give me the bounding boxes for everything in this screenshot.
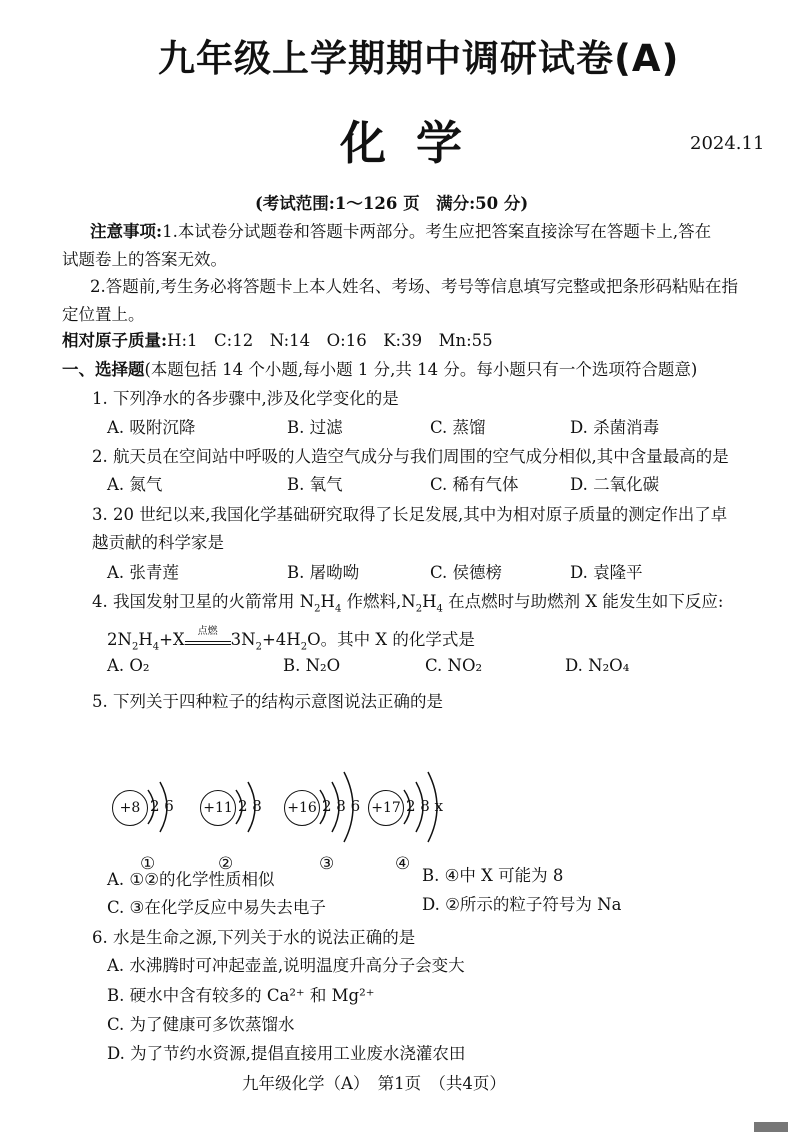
notes-text-2b: 定位置上。 (62, 305, 145, 324)
notes-text-1a: 1.本试卷分试题卷和答题卡两部分。考生应把答案直接涂写在答题卡上,答在 (162, 222, 712, 241)
exam-title: 九年级上学期期中调研试卷(A) (158, 37, 680, 80)
q4-equation: $2N_2H_4+X$ 点燃 $3N_2+4H_2O$。其中 X 的化学式是 (107, 626, 475, 652)
q2-option-c: C. 稀有气体 (430, 475, 519, 494)
section-heading (62, 356, 697, 380)
q4-stem-part: H (320, 592, 335, 611)
particle-diagram-4 (368, 752, 458, 874)
q4-stem-part: 在点燃时与助燃剂 X 能发生如下反应: (442, 592, 724, 611)
q2-stem: 2. 航天员在空间站中呼吸的人造空气成分与我们周围的空气成分相似,其中含量最高的是 (92, 447, 729, 466)
shells-4: 2 8 x (406, 797, 444, 815)
q4-eq-tail: 。其中 X 的化学式是 (320, 630, 475, 649)
q5-option-b: B. ④中 X 可能为 8 (422, 866, 564, 885)
label-1: ① (140, 854, 156, 874)
notes-text-1b: 试题卷上的答案无效。 (62, 250, 227, 269)
shells-1: 2 6 (150, 797, 174, 815)
particle-diagram-2 (200, 760, 280, 874)
atomic-masses (62, 327, 493, 351)
shells-2: 2 8 (238, 797, 262, 815)
label-4: ④ (395, 854, 411, 874)
q5-stem: 5. 下列关于四种粒子的结构示意图说法正确的是 (92, 692, 443, 711)
nucleus-4: +17 (368, 790, 404, 826)
q6-option-c: C. 为了健康可多饮蒸馏水 (107, 1015, 295, 1034)
q1-option-a: A. 吸附沉降 (107, 418, 196, 437)
q4-stem-part: 作燃料,N (341, 592, 416, 611)
notes-line-1 (90, 218, 711, 242)
q4-stem: 4. 我国发射卫星的火箭常用 $N_2H_4$ 作燃料$,N_2H_4$ 在点燃时与助燃剂 X 能发生如下反应: (92, 592, 724, 615)
notes-text-2a: 2.答题前,考生务必将答题卡上本人姓名、考场、考号等信息填写完整或把条形码粘贴在指 (90, 277, 738, 296)
q6-option-b: B. 硬水中含有较多的 Ca²⁺ 和 Mg²⁺ (107, 986, 375, 1005)
q4-eq-condition: 点燃 (197, 626, 218, 637)
q3-stem-1: 3. 20 世纪以来,我国化学基础研究取得了长足发展,其中为相对原子质量的测定作出了卓 (92, 505, 728, 524)
q3-option-d: D. 袁隆平 (570, 563, 643, 582)
page-footer: 九年级化学（A） 第1页 （共4页） (242, 1074, 506, 1093)
q3-option-c: C. 侯德榜 (430, 563, 503, 582)
q2-option-b: B. 氧气 (287, 475, 343, 494)
q1-option-d: D. 杀菌消毒 (570, 418, 660, 437)
section-heading-desc: (本题包括 14 个小题,每小题 1 分,共 14 分。每小题只有一个选项符合题意) (144, 360, 698, 379)
q5-option-a: A. ①②的化学性质相似 (107, 870, 275, 889)
label-3: ③ (319, 854, 335, 874)
q5-option-c: C. ③在化学反应中易失去电子 (107, 898, 326, 917)
q4-option-d: D. N₂O₄ (565, 656, 630, 675)
scanner-watermark-icon (754, 1122, 788, 1132)
q2-option-a: A. 氮气 (107, 475, 163, 494)
q4-option-a: A. O₂ (107, 656, 150, 675)
notes-label: 注意事项: (90, 222, 163, 241)
q3-option-b: B. 屠呦呦 (287, 563, 360, 582)
nucleus-2: +11 (200, 790, 236, 826)
q3-stem-2: 越贡献的科学家是 (92, 533, 224, 552)
particle-diagram-3 (284, 752, 374, 874)
q3-option-a: A. 张青莲 (107, 563, 179, 582)
q4-option-b: B. N₂O (283, 656, 341, 675)
q1-stem: 1. 下列净水的各步骤中,涉及化学变化的是 (92, 389, 399, 408)
q4-option-c: C. NO₂ (425, 656, 483, 675)
particle-diagram-1 (112, 760, 192, 874)
subject-title: 化学 (340, 116, 492, 170)
q4-stem-part: H (422, 592, 437, 611)
section-heading-title: 一、选择题 (62, 360, 145, 379)
atomic-masses-label: 相对原子质量: (62, 331, 168, 350)
q1-option-b: B. 过滤 (287, 418, 343, 437)
q2-option-d: D. 二氧化碳 (570, 475, 660, 494)
q6-option-d: D. 为了节约水资源,提倡直接用工业废水浇灌农田 (107, 1044, 466, 1063)
label-2: ② (218, 854, 234, 874)
q5-option-d: D. ②所示的粒子符号为 Na (422, 895, 622, 914)
atomic-masses-values: H:1 C:12 N:14 O:16 K:39 Mn:55 (167, 331, 493, 350)
exam-date: 2024.11 (690, 133, 765, 154)
nucleus-3: +16 (284, 790, 320, 826)
nucleus-1: +8 (112, 790, 148, 826)
shells-3: 2 8 6 (322, 797, 361, 815)
q4-stem-part: 4. 我国发射卫星的火箭常用 N (92, 592, 315, 611)
q1-option-c: C. 蒸馏 (430, 418, 486, 437)
q6-option-a: A. 水沸腾时可冲起壶盖,说明温度升高分子会变大 (107, 956, 465, 975)
exam-scope: (考试范围:1～126 页 满分:50 分) (255, 194, 529, 213)
q6-stem: 6. 水是生命之源,下列关于水的说法正确的是 (92, 928, 416, 947)
